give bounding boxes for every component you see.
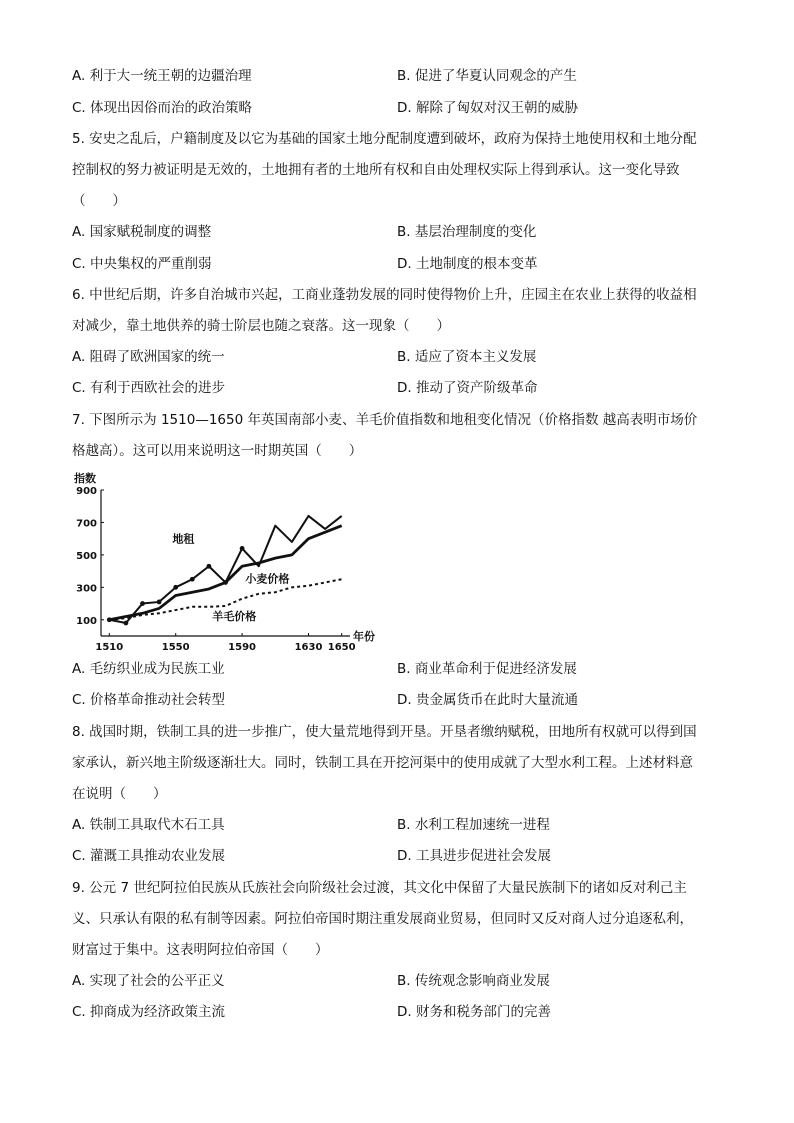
x-tick-label: 1630 [294,642,323,652]
rent-point [207,564,212,569]
question-9-line-2: 义、只承认有限的私有制等因素。阿拉伯帝国时期注重发展商业贸易，但同时又反对商人过分追逐私利， [72,911,693,927]
y-axis-label: 指数 [74,472,96,485]
rent-point [173,585,178,590]
y-tick-label: 900 [76,486,97,497]
rent-point [140,601,145,606]
question-6-line-2: 对减少，靠土地供养的骑士阶层也随之衰落。这一现象（ ） [72,318,450,334]
q6-option-c[interactable]: C. 有利于西欧社会的进步 [72,380,226,396]
q6-option-d[interactable]: D. 推动了资产阶级革命 [397,380,538,396]
q7-option-c[interactable]: C. 价格革命推动社会转型 [72,692,226,708]
option-a[interactable]: A. 利于大一统王朝的边疆治理 [72,68,252,84]
y-tick-label: 500 [76,550,97,562]
y-tick-label: 700 [76,518,97,530]
question-7-line-1: 7. 下图所示为 1510—1650 年英国南部小麦、羊毛价值指数和地租变化情况（价格指数 越高表明市场价 [72,412,698,428]
q8-option-d[interactable]: D. 工具进步促进社会发展 [397,848,551,864]
q6-option-a[interactable]: A. 阻碍了欧洲国家的统一 [72,349,225,365]
q5-option-d[interactable]: D. 土地制度的根本变革 [397,256,538,272]
rent-point [157,600,162,605]
series-label: 小麦价格 [245,572,290,586]
x-tick-label: 1550 [161,642,190,652]
q8-option-a[interactable]: A. 铁制工具取代木石工具 [72,817,225,833]
q8-option-c[interactable]: C. 灌溉工具推动农业发展 [72,848,226,864]
question-5-line-3: （ ） [72,193,126,209]
chart-ticks [76,486,356,652]
x-tick-label: 1510 [95,642,124,652]
question-9-line-1: 9. 公元 7 世纪阿拉伯民族从氏族社会向阶级社会过渡，其文化中保留了大量民族制下的诸如反对利己主 [72,880,687,896]
q7-option-a[interactable]: A. 毛纺织业成为民族工业 [72,661,225,677]
option-b[interactable]: B. 促进了华夏认同观念的产生 [397,68,577,84]
question-7-line-2: 格越高）。这可以用来说明这一时期英国（ ） [72,443,363,459]
rent-point [240,546,245,551]
y-tick-label: 300 [76,583,97,595]
rent-point [190,577,195,582]
series-line-1 [109,516,341,623]
q5-option-c[interactable]: C. 中央集权的严重削弱 [72,256,212,272]
x-axis-label: 年份 [353,630,375,643]
q6-option-b[interactable]: B. 适应了资本主义发展 [397,349,537,365]
series-line-2 [109,526,341,620]
option-c[interactable]: C. 体现出因俗而治的政治策略 [72,100,253,116]
question-8-line-1: 8. 战国时期，铁制工具的进一步推广，使大量荒地得到开垦。开垦者缴纳赋税，田地所有权就可以得到国 [72,724,697,740]
q9-option-d[interactable]: D. 财务和税务部门的完善 [397,1004,551,1020]
question-8-line-3: 在说明（ ） [72,786,167,802]
option-d[interactable]: D. 解除了匈奴对汉王朝的威胁 [397,100,578,116]
question-5-line-1: 5. 安史之乱后，户籍制度及以它为基础的国家土地分配制度遭到破坏，政府为保持土地使用权和土地分配 [72,131,697,147]
q9-option-c[interactable]: C. 抑商成为经济政策主流 [72,1004,226,1020]
q9-option-a[interactable]: A. 实现了社会的公平正义 [72,973,225,989]
question-5-line-2: 控制权的努力被证明是无效的，土地拥有者的土地所有权和自由处理权实际上得到承认。这一变化导致 [72,162,680,178]
question-9-line-3: 财富过于集中。这表明阿拉伯帝国（ ） [72,942,329,958]
x-tick-label: 1650 [327,642,356,652]
q9-option-b[interactable]: B. 传统观念影响商业发展 [397,973,550,989]
price-index-chart [66,470,396,652]
rent-point [124,621,129,626]
question-8-line-2: 家承认，新兴地主阶级逐渐壮大。同时，铁制工具在开挖河渠中的使用成就了大型水利工程。上述材料意 [72,755,693,771]
q5-option-a[interactable]: A. 国家赋税制度的调整 [72,224,212,240]
y-tick-label: 100 [76,615,97,627]
q7-option-d[interactable]: D. 贵金属货币在此时大量流通 [397,692,578,708]
x-tick-label: 1590 [228,642,257,652]
question-6-line-1: 6. 中世纪后期，许多自治城市兴起，工商业蓬勃发展的同时使得物价上升，庄园主在农业上获得的收益相 [72,287,697,303]
q7-option-b[interactable]: B. 商业革命利于促进经济发展 [397,661,577,677]
series-label: 羊毛价格 [212,609,257,623]
q5-option-b[interactable]: B. 基层治理制度的变化 [397,224,537,240]
q8-option-b[interactable]: B. 水利工程加速统一进程 [397,817,550,833]
series-label: 地租 [172,532,195,546]
